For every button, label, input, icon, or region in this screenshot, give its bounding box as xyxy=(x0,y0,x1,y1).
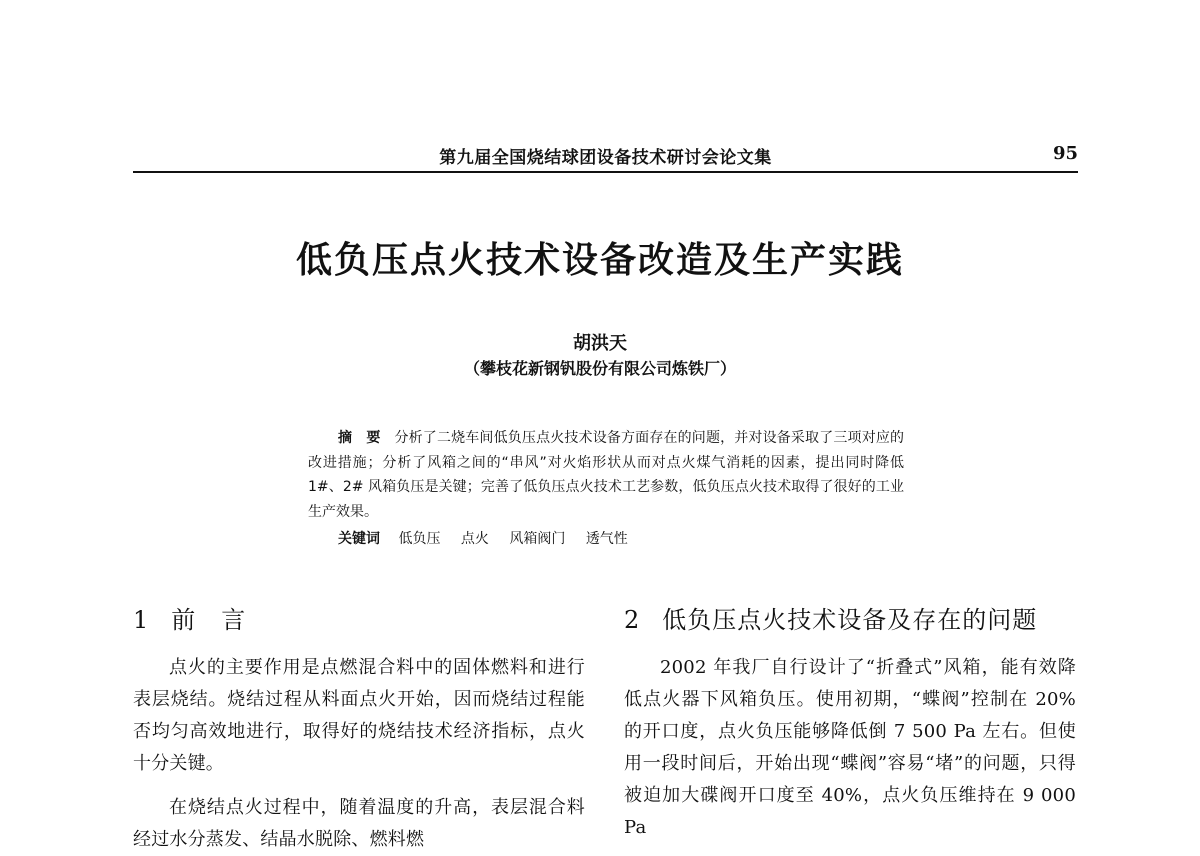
section-title: 前 言 xyxy=(171,606,247,634)
running-header xyxy=(133,143,1078,173)
abstract-text: 分析了二烧车间低负压点火技术设备方面存在的问题，并对设备采取了三项对应的改进措施；分析了风箱之间的“串风”对火焰形状从而对点火煤气消耗的因素，提出同时降低 1#、2# 风箱负压是关键；完善了低负压点火技术工艺参数，低负压点火技术取得了很好的工业生产效果。 xyxy=(308,430,905,520)
keyword: 低负压 xyxy=(398,531,441,547)
keywords-label: 关键词 xyxy=(338,531,380,547)
keywords xyxy=(338,528,904,548)
paper-title: 低负压点火技术设备改造及生产实践 xyxy=(295,240,904,281)
author-name: 胡洪天 xyxy=(573,333,627,354)
section-title: 低负压点火技术设备及存在的问题 xyxy=(662,606,1038,634)
paragraph: 2002 年我厂自行设计了“折叠式”风箱，能有效降低点火器下风箱负压。使用初期，“蝶阀”控制在 20% 的开口度，点火负压能够降低倒 7 500 Pa 左右。但使用一段时间后，开始出现“蝶阀”容易“堵”的问题，只得被迫加大碟阀开口度至 40%，点火负压维持在 9 000 Pa xyxy=(624,657,1076,838)
proceedings-title: 第九届全国烧结球团设备技术研讨会论文集 xyxy=(439,148,772,168)
section-number: 1 xyxy=(133,606,150,634)
section-heading xyxy=(133,600,585,640)
keyword: 点火 xyxy=(460,531,489,547)
paragraph: 在烧结点火过程中，随着温度的升高，表层混合料经过水分蒸发、结晶水脱除、燃料燃 xyxy=(133,797,585,850)
section-equipment-problems xyxy=(624,600,1076,844)
section-number: 2 xyxy=(624,606,641,634)
keyword: 透气性 xyxy=(585,531,628,547)
section-introduction xyxy=(133,600,585,856)
page-number: 95 xyxy=(1052,143,1078,164)
author-affiliation: （攀枝花新钢钒股份有限公司炼铁厂） xyxy=(463,359,736,378)
keyword: 风箱阀门 xyxy=(509,531,566,547)
section-heading xyxy=(624,600,1076,640)
paragraph: 点火的主要作用是点燃混合料中的固体燃料和进行表层烧结。烧结过程从料面点火开始，因而烧结过程能否均匀高效地进行，取得好的烧结技术经济指标，点火十分关键。 xyxy=(133,657,585,774)
abstract xyxy=(308,426,904,524)
abstract-label: 摘 要 xyxy=(338,430,381,446)
